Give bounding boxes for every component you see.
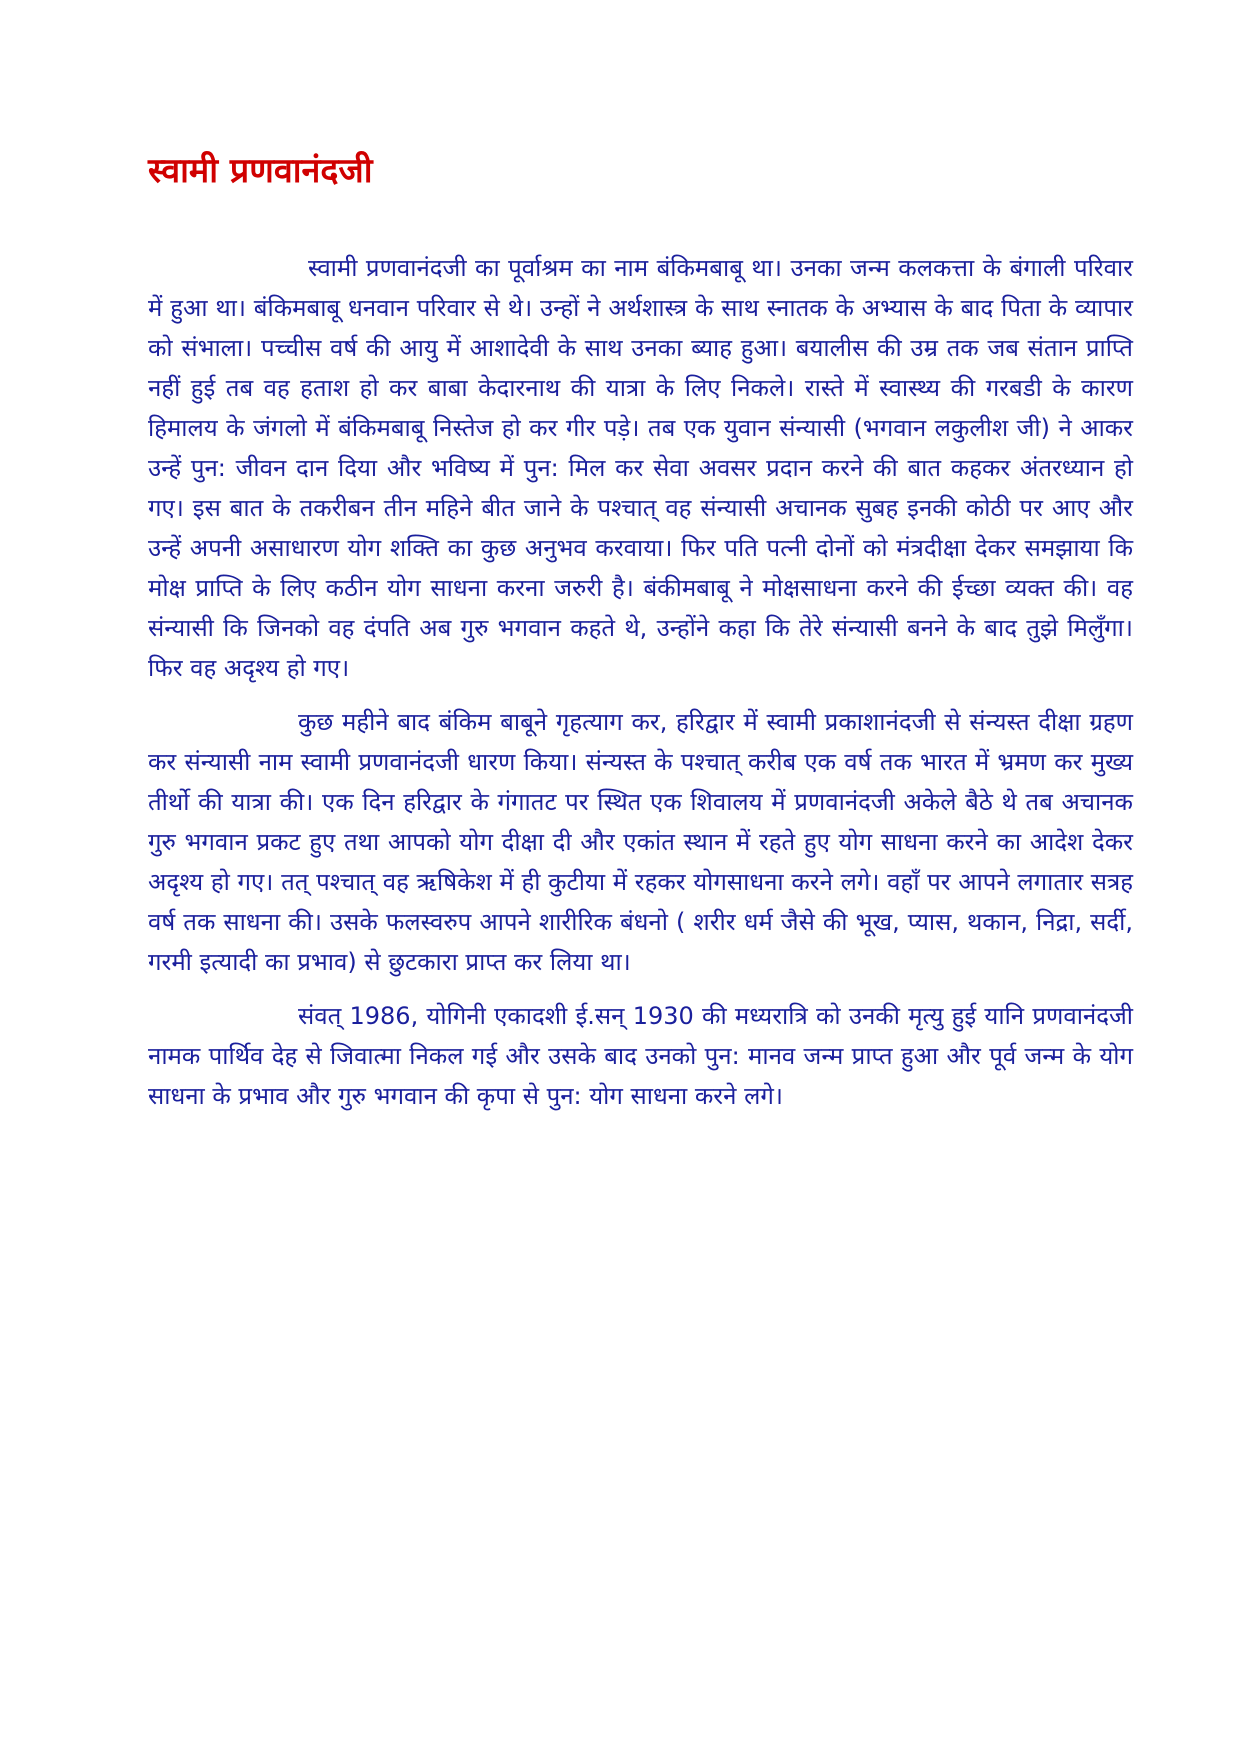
document-page xyxy=(148,0,1133,1755)
paragraph-1: स्वामी प्रणवानंदजी का पूर्वाश्रम का नाम बंकिमबाबू था। उनका जन्म कलकत्ता के बंगाली परिवार में हुआ था। बंकिमबाबू धनवान परिवार से थे। उन्हों ने अर्थशास्त्र के साथ स्नातक के अभ्यास के बाद पिता के व्यापार को संभाला। पच्चीस वर्ष की आयु में आशादेवी के साथ उनका ब्याह हुआ। बयालीस की उम्र तक जब संतान प्राप्ति नहीं हुई तब वह हताश हो कर बाबा केदारनाथ की यात्रा के लिए निकले। रास्ते में स्वास्थ्य की गरबडी के कारण हिमालय के जंगलो में बंकिमबाबू निस्तेज हो कर गीर पड़े। तब एक युवान संन्यासी (भगवान लकुलीश जी) ने आकर उन्हें पुन: जीवन दान दिया और भविष्य में पुन: मिल कर सेवा अवसर प्रदान करने की बात कहकर अंतरध्यान हो गए। इस बात के तकरीबन तीन महिने बीत जाने के पश्चात् वह संन्यासी अचानक सुबह इनकी कोठी पर आए और उन्हें अपनी असाधारण योग शक्ति का कुछ अनुभव करवाया। फिर पति पत्नी दोनों को मंत्रदीक्षा देकर समझाया कि मोक्ष प्राप्ति के लिए कठीन योग साधना करना जरुरी है। बंकीमबाबू ने मोक्षसाधना करने की ईच्छा व्यक्त की। वह संन्यासी कि जिनको वह दंपति अब गुरु भगवान कहते थे, उन्होंने कहा कि तेरे संन्यासी बनने के बाद तुझे मिलुँगा। फिर वह अदृश्य हो गए। xyxy=(148,254,1133,682)
document-title: स्वामी प्रणवानंदजी xyxy=(148,151,373,191)
document-body xyxy=(148,248,1133,1130)
paragraph-2: कुछ महीने बाद बंकिम बाबूने गृहत्याग कर, हरिद्वार में स्वामी प्रकाशानंदजी से संन्यस्त दीक्षा ग्रहण कर संन्यासी नाम स्वामी प्रणवानंदजी धारण किया। संन्यस्त के पश्चात् करीब एक वर्ष तक भारत में भ्रमण कर मुख्य तीर्थो की यात्रा की। एक दिन हरिद्वार के गंगातट पर स्थित एक शिवालय में प्रणवानंदजी अकेले बैठे थे तब अचानक गुरु भगवान प्रकट हुए तथा आपको योग दीक्षा दी और एकांत स्थान में रहते हुए योग साधना करने का आदेश देकर अदृश्य हो गए। तत् पश्चात् वह ऋषिकेश में ही कुटीया में रहकर योगसाधना करने लगे। वहाँ पर आपने लगातार सत्रह वर्ष तक साधना की। उसके फलस्वरुप आपने शारीरिक बंधनो ( शरीर धर्म जैसे की भूख, प्यास, थकान, निद्रा, सर्दी, गरमी इत्यादी का प्रभाव) से छुटकारा प्राप्त कर लिया था। xyxy=(148,708,1133,976)
paragraph-3: संवत् 1986, योगिनी एकादशी ई.सन् 1930 की मध्यरात्रि को उनकी मृत्यु हुई यानि प्रणवानंदजी नामक पार्थिव देह से जिवात्मा निकल गई और उसके बाद उनको पुन: मानव जन्म प्राप्त हुआ और पूर्व जन्म के योग साधना के प्रभाव और गुरु भगवान की कृपा से पुन: योग साधना करने लगे। xyxy=(148,1002,1133,1110)
